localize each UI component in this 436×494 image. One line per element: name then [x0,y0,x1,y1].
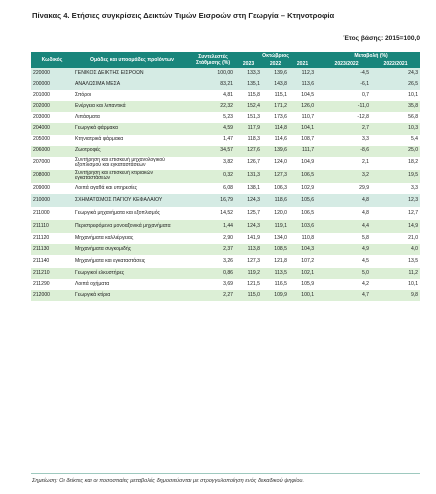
row-change-2022-2021: 25,0 [371,146,420,157]
table-title: Πίνακας 4. Ετήσιες συγκρίσεις Δεικτών Τιμών Εισροών στη Γεωργία – Κτηνοτροφία [32,11,335,20]
row-code: 211120 [31,233,73,244]
row-code: 211130 [31,244,73,255]
row-value-2022: 109,9 [262,290,289,301]
row-change-2022-2021: 10,1 [371,90,420,101]
row-change-2023-2022: 4,2 [322,279,371,290]
row-code: 201000 [31,90,73,101]
base-year-label: Έτος βάσης: 2015=100,0 [343,35,420,42]
row-value-2021: 102,9 [289,183,316,194]
row-value-2023: 138,1 [235,183,262,194]
row-name: Λιπάσματα [73,112,191,123]
row-value-2022: 106,3 [262,183,289,194]
row-name: Συντήρηση και επισκευή κτιριακών εγκαταστάσεων [73,170,191,183]
row-value-2021: 111,7 [289,146,316,157]
row-value-2022: 119,1 [262,220,289,233]
header-code: Κωδικός [31,52,73,68]
table-row [31,194,420,207]
row-change-2023-2022: 3,3 [322,135,371,146]
row-value-2023: 125,7 [235,207,262,220]
row-weight: 2,27 [191,290,235,301]
row-code: 210000 [31,194,73,207]
row-value-2023: 115,8 [235,90,262,101]
table-row [31,170,420,183]
table-row [31,157,420,170]
row-code: 205000 [31,135,73,146]
row-code: 202000 [31,101,73,112]
row-weight: 14,52 [191,207,235,220]
row-change-2022-2021: 24,3 [371,68,420,79]
header-change-2022-2021: 2022/2021 [371,60,420,68]
row-change-2023-2022: 4,7 [322,290,371,301]
row-change-2022-2021: 4,0 [371,244,420,255]
table-row [31,290,420,301]
header-2022: 2022 [262,60,289,68]
row-weight: 3,82 [191,157,235,170]
row-value-2022: 114,6 [262,135,289,146]
row-change-2022-2021: 11,2 [371,268,420,279]
row-change-2022-2021: 12,7 [371,207,420,220]
row-change-2022-2021: 9,8 [371,290,420,301]
table-row [31,68,420,79]
row-code: 212000 [31,290,73,301]
row-name: Κτηνιατρικά φάρμακα [73,135,191,146]
row-name: Γεωργικά φάρμακα [73,123,191,134]
row-weight: 5,23 [191,112,235,123]
table-row [31,112,420,123]
row-code: 211000 [31,207,73,220]
row-change-2023-2022: 5,0 [322,268,371,279]
row-weight: 0,32 [191,170,235,183]
row-name: Περιστρεφόμενα μονοαξονικά μηχανήματα [73,220,191,233]
row-change-2023-2022: 4,4 [322,220,371,233]
row-value-2023: 113,8 [235,244,262,255]
table-bottom-rule [31,473,420,474]
row-change-2022-2021: 10,3 [371,123,420,134]
row-change-2023-2022: -8,6 [322,146,371,157]
row-value-2021: 104,5 [289,90,316,101]
row-code: 208000 [31,170,73,183]
header-october: Οκτώβριος [235,52,316,60]
table-row [31,123,420,134]
row-value-2023: 131,3 [235,170,262,183]
row-code: 207000 [31,157,73,170]
row-change-2023-2022: 4,8 [322,194,371,207]
header-2021: 2021 [289,60,316,68]
row-value-2023: 118,3 [235,135,262,146]
row-value-2021: 107,2 [289,255,316,268]
row-value-2021: 110,8 [289,233,316,244]
row-value-2022: 134,0 [262,233,289,244]
row-value-2022: 115,1 [262,90,289,101]
row-name: Λοιπά οχήματα [73,279,191,290]
row-value-2021: 102,1 [289,268,316,279]
row-value-2021: 106,5 [289,207,316,220]
row-value-2021: 113,6 [289,79,316,90]
table-row [31,90,420,101]
row-weight: 0,86 [191,268,235,279]
row-weight: 6,08 [191,183,235,194]
row-value-2021: 106,5 [289,170,316,183]
row-value-2022: 114,8 [262,123,289,134]
row-value-2023: 119,2 [235,268,262,279]
row-name: ΑΝΑΛΩΣΙΜΑ ΜΕΣΑ [73,79,191,90]
row-value-2021: 112,3 [289,68,316,79]
row-name: Λοιπά αγαθά και υπηρεσίες [73,183,191,194]
table-row [31,146,420,157]
row-value-2022: 143,8 [262,79,289,90]
row-name: Σπόροι [73,90,191,101]
row-value-2023: 124,3 [235,220,262,233]
row-change-2023-2022: 29,9 [322,183,371,194]
row-value-2022: 139,6 [262,68,289,79]
row-name: Γεωργικά μηχανήματα και εξοπλισμός [73,207,191,220]
row-value-2022: 113,5 [262,268,289,279]
row-change-2022-2021: 10,1 [371,279,420,290]
table-header [31,52,420,68]
row-weight: 22,32 [191,101,235,112]
row-change-2022-2021: 12,3 [371,194,420,207]
row-code: 203000 [31,112,73,123]
row-name: Ενέργεια και λιπαντικά [73,101,191,112]
row-value-2021: 104,9 [289,157,316,170]
row-change-2023-2022: -12,8 [322,112,371,123]
table-row [31,233,420,244]
header-2023: 2023 [235,60,262,68]
row-value-2023: 127,6 [235,146,262,157]
row-code: 206000 [31,146,73,157]
row-weight: 4,59 [191,123,235,134]
table-body [31,68,420,301]
row-change-2022-2021: 14,9 [371,220,420,233]
header-change: Μεταβολή (%) [322,52,420,60]
row-value-2021: 104,3 [289,244,316,255]
row-value-2023: 115,0 [235,290,262,301]
table-row [31,220,420,233]
row-change-2023-2022: -11,0 [322,101,371,112]
table-row [31,207,420,220]
row-value-2021: 108,7 [289,135,316,146]
row-change-2022-2021: 19,5 [371,170,420,183]
row-weight: 34,57 [191,146,235,157]
row-value-2021: 126,0 [289,101,316,112]
row-value-2023: 135,1 [235,79,262,90]
row-change-2023-2022: 4,5 [322,255,371,268]
row-value-2022: 108,5 [262,244,289,255]
row-value-2022: 173,6 [262,112,289,123]
footnote: Σημείωση: Οι δείκτες και οι ποσοστιαίες μεταβολές δημοσιεύονται με στρογγυλοποίηση ενός δεκαδικού ψηφίου. [32,478,305,484]
row-value-2021: 105,6 [289,194,316,207]
row-value-2023: 117,9 [235,123,262,134]
table-row [31,79,420,90]
row-value-2021: 104,1 [289,123,316,134]
row-value-2021: 100,1 [289,290,316,301]
row-value-2022: 118,6 [262,194,289,207]
table-row [31,135,420,146]
row-value-2021: 110,7 [289,112,316,123]
row-code: 211140 [31,255,73,268]
table-row [31,183,420,194]
row-value-2023: 151,3 [235,112,262,123]
row-value-2022: 120,0 [262,207,289,220]
row-value-2023: 127,3 [235,255,262,268]
row-weight: 1,44 [191,220,235,233]
row-code: 211290 [31,279,73,290]
row-change-2022-2021: 56,8 [371,112,420,123]
row-value-2022: 116,5 [262,279,289,290]
row-change-2023-2022: 3,2 [322,170,371,183]
row-code: 209000 [31,183,73,194]
row-name: ΣΧΗΜΑΤΙΣΜΟΣ ΠΑΓΙΟΥ ΚΕΦΑΛΑΙΟΥ [73,194,191,207]
row-code: 211210 [31,268,73,279]
row-value-2023: 126,7 [235,157,262,170]
header-groups: Ομάδες και υποομάδες προϊόντων [73,52,191,68]
row-change-2023-2022: 2,1 [322,157,371,170]
row-value-2021: 105,9 [289,279,316,290]
row-weight: 83,21 [191,79,235,90]
row-name: Μηχανήματα συγκομιδής [73,244,191,255]
row-code: 200000 [31,79,73,90]
row-name: Μηχανήματα και εγκαταστάσεις [73,255,191,268]
row-value-2022: 127,3 [262,170,289,183]
row-value-2022: 171,2 [262,101,289,112]
row-weight: 3,26 [191,255,235,268]
row-code: 211110 [31,220,73,233]
row-value-2023: 141,9 [235,233,262,244]
row-name: Γεωργικά κτίρια [73,290,191,301]
row-weight: 16,79 [191,194,235,207]
table-row [31,244,420,255]
table-row [31,255,420,268]
row-change-2023-2022: 4,8 [322,207,371,220]
row-change-2022-2021: 5,4 [371,135,420,146]
row-change-2023-2022: -4,5 [322,68,371,79]
row-name: Μηχανήματα καλλιέργειας [73,233,191,244]
row-change-2022-2021: 35,8 [371,101,420,112]
row-value-2023: 152,4 [235,101,262,112]
row-weight: 1,47 [191,135,235,146]
row-change-2023-2022: 5,8 [322,233,371,244]
row-weight: 2,90 [191,233,235,244]
row-change-2023-2022: 4,9 [322,244,371,255]
row-weight: 3,69 [191,279,235,290]
row-value-2022: 124,0 [262,157,289,170]
row-change-2023-2022: 0,7 [322,90,371,101]
row-code: 220000 [31,68,73,79]
price-index-table [31,52,420,301]
table-row [31,279,420,290]
row-value-2021: 103,6 [289,220,316,233]
row-change-2023-2022: 2,7 [322,123,371,134]
row-value-2023: 124,3 [235,194,262,207]
row-name: Ζωοτροφές [73,146,191,157]
row-change-2022-2021: 18,2 [371,157,420,170]
table-row [31,268,420,279]
row-weight: 4,81 [191,90,235,101]
row-value-2022: 121,8 [262,255,289,268]
row-name: ΓΕΝΙΚΟΣ ΔΕΙΚΤΗΣ ΕΙΣΡΟΩΝ [73,68,191,79]
row-change-2022-2021: 21,0 [371,233,420,244]
table-row [31,101,420,112]
header-change-2023-2022: 2023/2022 [322,60,371,68]
row-change-2023-2022: -6,1 [322,79,371,90]
row-value-2023: 133,3 [235,68,262,79]
header-weights: Συντελεστές Στάθμισης (%) [191,52,235,68]
row-code: 204000 [31,123,73,134]
row-name: Συντήρηση και επισκευή μηχανολογικού εξοπλισμού και εγκαταστάσεων [73,157,191,170]
row-change-2022-2021: 13,5 [371,255,420,268]
row-weight: 100,00 [191,68,235,79]
row-weight: 2,37 [191,244,235,255]
row-name: Γεωργικοί ελκυστήρες [73,268,191,279]
row-value-2023: 121,5 [235,279,262,290]
row-change-2022-2021: 3,3 [371,183,420,194]
row-change-2022-2021: 26,5 [371,79,420,90]
row-value-2022: 139,6 [262,146,289,157]
